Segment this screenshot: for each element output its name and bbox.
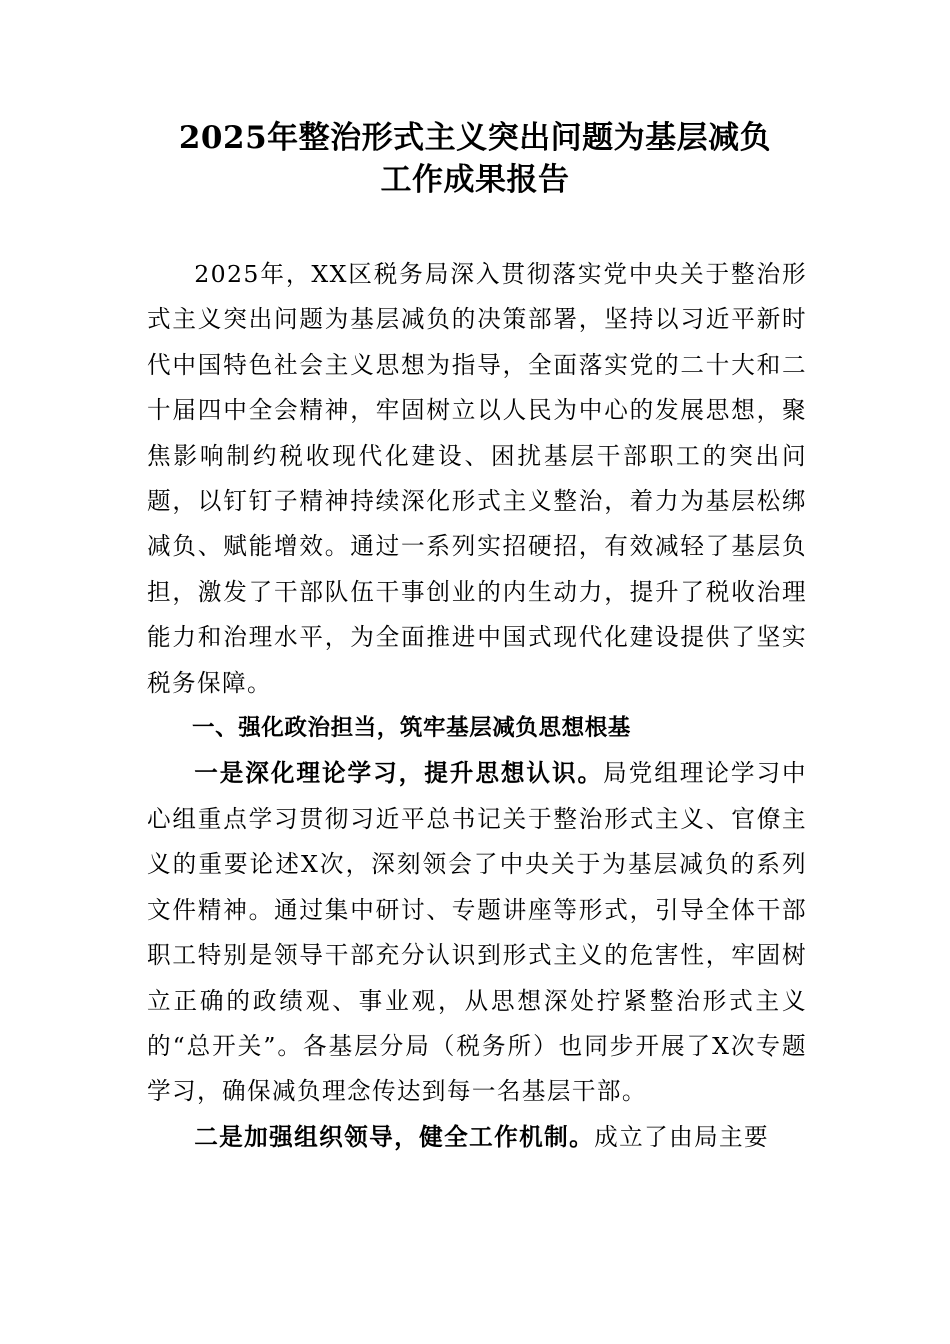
item-2-text: 成立了由局主要: [594, 1122, 770, 1151]
document-body: [147, 252, 807, 1160]
intro-paragraph: 2025年，XX区税务局深入贯彻落实党中央关于整治形式主义突出问题为基层减负的决策部署，坚持以习近平新时代中国特色社会主义思想为指导，全面落实党的二十大和二十届四中全会精神，牢固树立以人民为中心的发展思想，聚焦影响制约税收现代化建设、困扰基层干部职工的突出问题，以钉钉子精神持续深化形式主义整治，着力为基层松绑减负、赋能增效。通过一系列实招硬招，有效减轻了基层负担，激发了干部队伍干事创业的内生动力，提升了税收治理能力和治理水平，为全面推进中国式现代化建设提供了坚实税务保障。: [147, 260, 807, 697]
item-1-lead: 一是深化理论学习，提升思想认识。: [194, 759, 604, 788]
item-1-text: 局党组理论学习中心组重点学习贯彻习近平总书记关于整治形式主义、官僚主义的重要论述X次，深刻领会了中央关于为基层减负的系列文件精神。通过集中研讨、专题讲座等形式，引导全体干部职工特别是领导干部充分认识到形式主义的危害性，牢固树立正确的政绩观、事业观，从思想深处拧紧整治形式主义的“总开关”。各基层分局（税务所）也同步开展了X次专题学习，确保减负理念传达到每一名基层干部。: [147, 759, 808, 1106]
document-title-line-2: 工作成果报告: [380, 162, 570, 198]
item-paragraph-2: [147, 1115, 807, 1160]
item-paragraph-1: [147, 751, 807, 1114]
item-2-lead: 二是加强组织领导，健全工作机制。: [194, 1122, 595, 1151]
document-title-line-1: 2025年整治形式主义突出问题为基层减负: [178, 120, 772, 156]
section-heading-1: 一、强化政治担当，筑牢基层减负思想根基: [192, 715, 631, 742]
